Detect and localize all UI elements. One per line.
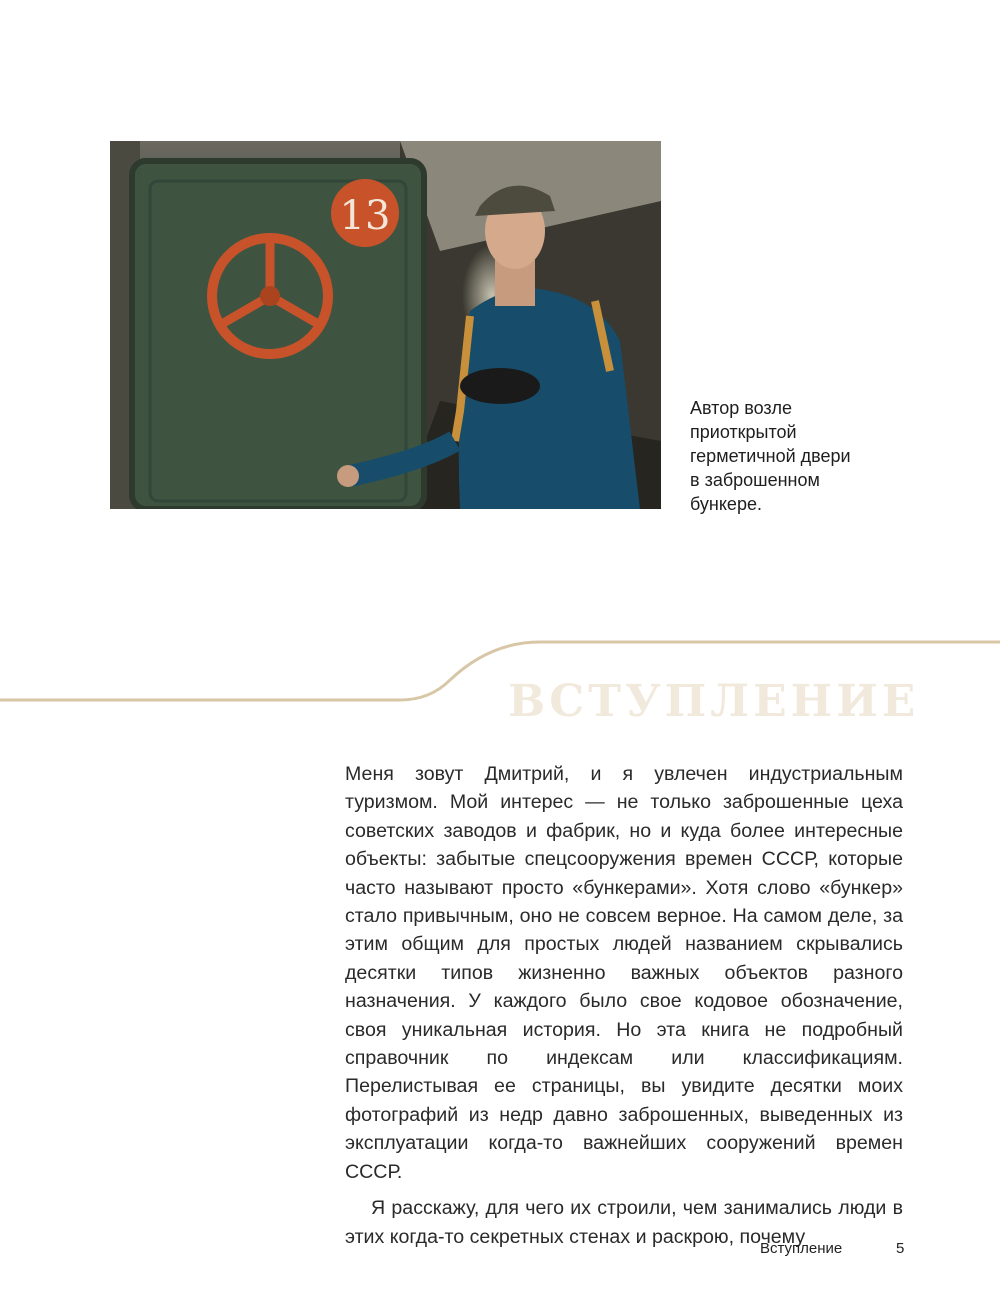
intro-paragraph-1: Меня зовут Дмитрий, и я увлечен индустриальным туризмом. Мой интерес — не только заброшенные цеха советских заводов и фабрик, но и куда более интересные объекты: забытые спецсооружения времен СССР, которые часто называют просто «бункерами». Хотя слово «бункер» стало привычным, оно не совсем верное. На самом деле, за этим общим для простых людей названием скрывались десятки типов жизненно важных объектов разного назначения. У каждого было свое кодовое обозначение, своя уникальная история. Но эта книга не подробный справочник по индексам или классификациям. Перелистывая ее страницы, вы увидите десятки моих фотографий из недр давно заброшенных, выведенных из эксплуатации когда-то важнейших сооружений времен СССР. (345, 763, 903, 1183)
section-title: ВСТУПЛЕНИЕ (508, 676, 920, 727)
bunker-door-photo-illustration (110, 141, 661, 509)
author-photo (110, 141, 661, 509)
page-number: 5 (896, 1240, 905, 1257)
body-text (345, 760, 903, 1259)
intro-paragraph-2: Я расскажу, для чего их строили, чем занимались люди в этих когда-то секретных стенах и раскрою, почему (345, 1197, 903, 1248)
door-number: 13 (339, 193, 391, 239)
running-footer-section: Вступление (760, 1240, 843, 1257)
photo-caption: Автор возле приоткрытой герметичной двери в заброшенном бункере. (690, 398, 851, 514)
